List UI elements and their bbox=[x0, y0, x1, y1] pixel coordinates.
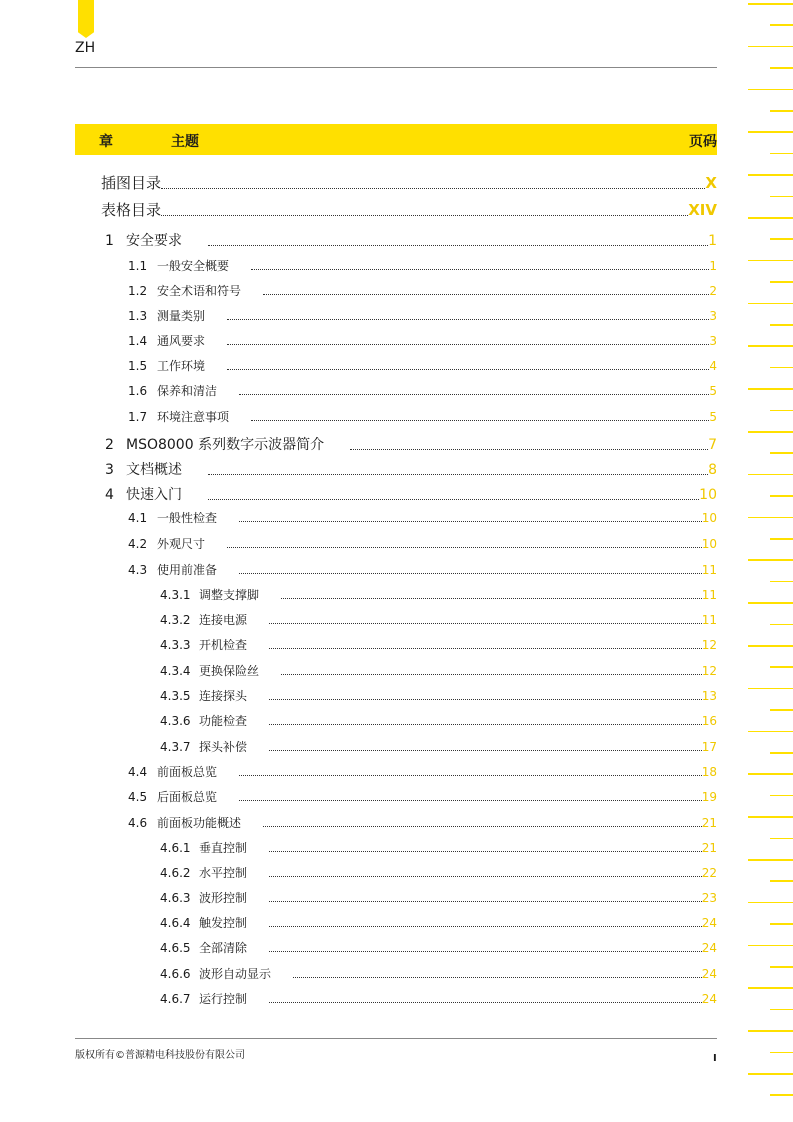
toc-dot-leader bbox=[239, 573, 702, 574]
toc-entry-title: 文档概述 bbox=[126, 462, 182, 478]
toc-entry-number: 4.2 bbox=[128, 537, 148, 551]
toc-dot-leader bbox=[239, 394, 709, 395]
toc-entry-page: 23 bbox=[701, 891, 717, 905]
toc-entry-title: 一般性检查 bbox=[157, 511, 218, 525]
toc-entry-title: 表格目录 bbox=[101, 201, 162, 219]
toc-entry-page: 12 bbox=[701, 638, 717, 652]
toc-entry-page: 12 bbox=[701, 664, 717, 678]
page-number: I bbox=[713, 1053, 717, 1064]
toc-dot-leader bbox=[208, 245, 708, 246]
toc-entry-page: 24 bbox=[701, 992, 717, 1006]
toc-dot-leader bbox=[239, 800, 702, 801]
toc-entry-page: 18 bbox=[701, 765, 717, 779]
stripe-line bbox=[770, 1009, 793, 1011]
toc-entry-page: 10 bbox=[701, 511, 717, 525]
toc-entry[interactable] bbox=[160, 611, 717, 628]
toc-entry[interactable] bbox=[160, 864, 717, 881]
stripe-line bbox=[748, 260, 793, 262]
toc-dot-leader bbox=[227, 369, 709, 370]
toc-dot-leader bbox=[161, 188, 705, 189]
stripe-line bbox=[748, 174, 793, 176]
toc-entry-title: 调整支撑脚 bbox=[199, 588, 260, 602]
stripe-line bbox=[770, 795, 793, 797]
toc-dot-leader bbox=[281, 674, 702, 675]
toc-entry-title: 测量类别 bbox=[157, 309, 206, 323]
toc-entry[interactable] bbox=[128, 788, 717, 805]
toc-entry-page: 5 bbox=[709, 410, 717, 424]
toc-entry[interactable] bbox=[128, 332, 717, 349]
stripe-line bbox=[770, 1094, 793, 1096]
toc-entry-page: X bbox=[705, 174, 717, 192]
toc-entry-page: 10 bbox=[699, 487, 717, 503]
toc-entry-page: XIV bbox=[688, 201, 717, 219]
stripe-line bbox=[770, 24, 793, 26]
toc-entry-title: 垂直控制 bbox=[199, 841, 248, 855]
toc-dot-leader bbox=[269, 623, 702, 624]
toc-entry-page: 22 bbox=[701, 866, 717, 880]
toc-entry-title: 前面板总览 bbox=[157, 765, 218, 779]
toc-entry-page: 21 bbox=[701, 816, 717, 830]
toc-entry-title: 保养和清洁 bbox=[157, 384, 218, 398]
stripe-line bbox=[770, 238, 793, 240]
toc-entry[interactable] bbox=[105, 459, 717, 479]
stripe-line bbox=[770, 880, 793, 882]
toc-entry-number: 4.3 bbox=[128, 563, 148, 577]
toc-entry-title: 外观尺寸 bbox=[157, 537, 206, 551]
column-chapter: 章 bbox=[99, 134, 113, 150]
toc-dot-leader bbox=[269, 724, 702, 725]
toc-dot-leader bbox=[281, 598, 702, 599]
toc-entry-title: 安全术语和符号 bbox=[157, 284, 242, 298]
toc-entry[interactable] bbox=[160, 914, 717, 931]
side-stripes-decoration bbox=[748, 0, 793, 1122]
toc-dot-leader bbox=[350, 449, 708, 450]
toc-entry-page: 24 bbox=[701, 916, 717, 930]
toc-entry-title: 环境注意事项 bbox=[157, 410, 230, 424]
toc-entry-number: 4.6 bbox=[128, 816, 148, 830]
toc-entry-page: 2 bbox=[709, 284, 717, 298]
toc-dot-leader bbox=[227, 319, 709, 320]
toc-dot-leader bbox=[269, 648, 702, 649]
toc-entry-title: 运行控制 bbox=[199, 992, 248, 1006]
stripe-line bbox=[770, 196, 793, 198]
toc-entry[interactable] bbox=[160, 738, 717, 755]
toc-entry-page: 3 bbox=[709, 309, 717, 323]
toc-entry-title: 使用前准备 bbox=[157, 563, 218, 577]
stripe-line bbox=[770, 452, 793, 454]
stripe-line bbox=[770, 624, 793, 626]
toc-entry[interactable] bbox=[160, 889, 717, 906]
toc-entry-title: 功能检查 bbox=[199, 714, 248, 728]
toc-entry[interactable] bbox=[160, 939, 717, 956]
toc-entry-number: 1 bbox=[105, 233, 114, 249]
toc-dot-leader bbox=[263, 826, 702, 827]
toc-entry-title: 后面板总览 bbox=[157, 790, 218, 804]
toc-dot-leader bbox=[293, 977, 702, 978]
toc-entry[interactable] bbox=[128, 408, 717, 425]
stripe-line bbox=[770, 966, 793, 968]
toc-entry-number: 4.6.4 bbox=[160, 916, 191, 930]
toc-dot-leader bbox=[208, 499, 699, 500]
toc-entry-number: 1.6 bbox=[128, 384, 148, 398]
toc-entry-number: 4.4 bbox=[128, 765, 148, 779]
stripe-line bbox=[748, 89, 793, 91]
toc-entry-page: 11 bbox=[701, 563, 717, 577]
toc-entry[interactable] bbox=[160, 662, 717, 679]
toc-entry-number: 2 bbox=[105, 437, 114, 453]
stripe-line bbox=[748, 517, 793, 519]
toc-entry-page: 16 bbox=[701, 714, 717, 728]
toc-entry-number: 1.5 bbox=[128, 359, 148, 373]
stripe-line bbox=[748, 731, 793, 733]
toc-dot-leader bbox=[208, 474, 708, 475]
stripe-line bbox=[748, 3, 793, 5]
header-divider bbox=[75, 67, 717, 68]
toc-entry-number: 4.3.3 bbox=[160, 638, 191, 652]
stripe-line bbox=[748, 474, 793, 476]
toc-entry[interactable] bbox=[128, 307, 717, 324]
toc-entry[interactable] bbox=[160, 839, 717, 856]
toc-entry-page: 17 bbox=[701, 740, 717, 754]
toc-entry[interactable] bbox=[160, 636, 717, 653]
toc-dot-leader bbox=[227, 547, 702, 548]
toc-entry-title: 安全要求 bbox=[126, 233, 182, 249]
toc-entry-page: 13 bbox=[701, 689, 717, 703]
stripe-line bbox=[748, 945, 793, 947]
toc-entry-title: 波形控制 bbox=[199, 891, 248, 905]
toc-entry-title: 连接探头 bbox=[199, 689, 248, 703]
toc-entry-title: 波形自动显示 bbox=[199, 967, 272, 981]
toc-entry[interactable] bbox=[128, 382, 717, 399]
toc-entry[interactable] bbox=[128, 561, 717, 578]
toc-entry[interactable] bbox=[128, 763, 717, 780]
toc-dot-leader bbox=[269, 951, 702, 952]
toc-entry-page: 11 bbox=[701, 613, 717, 627]
toc-entry-number: 4.3.1 bbox=[160, 588, 191, 602]
toc-entry-title: 通风要求 bbox=[157, 334, 206, 348]
toc-entry-page: 8 bbox=[708, 462, 717, 478]
toc-entry-page: 10 bbox=[701, 537, 717, 551]
toc-entry-page: 19 bbox=[701, 790, 717, 804]
stripe-line bbox=[748, 303, 793, 305]
toc-entry-number: 4.3.6 bbox=[160, 714, 191, 728]
toc-dot-leader bbox=[269, 901, 702, 902]
stripe-line bbox=[748, 345, 793, 347]
toc-dot-leader bbox=[161, 215, 688, 216]
stripe-line bbox=[748, 987, 793, 989]
toc-entry[interactable] bbox=[160, 687, 717, 704]
stripe-line bbox=[770, 153, 793, 155]
stripe-line bbox=[770, 495, 793, 497]
toc-entry[interactable] bbox=[105, 484, 717, 504]
toc-entry-number: 4.3.7 bbox=[160, 740, 191, 754]
stripe-line bbox=[770, 110, 793, 112]
stripe-line bbox=[748, 217, 793, 219]
stripe-line bbox=[770, 1052, 793, 1054]
stripe-line bbox=[748, 816, 793, 818]
toc-entry-page: 1 bbox=[708, 233, 717, 249]
toc-entry-title: 插图目录 bbox=[101, 174, 162, 192]
toc-entry-number: 4.5 bbox=[128, 790, 148, 804]
toc-entry-number: 3 bbox=[105, 462, 114, 478]
toc-entry-title: MSO8000 系列数字示波器简介 bbox=[126, 437, 325, 453]
toc-dot-leader bbox=[263, 294, 709, 295]
stripe-line bbox=[748, 46, 793, 48]
toc-dot-leader bbox=[239, 521, 702, 522]
stripe-line bbox=[770, 67, 793, 69]
toc-entry-number: 4.6.5 bbox=[160, 941, 191, 955]
toc-entry-number: 4.3.5 bbox=[160, 689, 191, 703]
stripe-line bbox=[770, 410, 793, 412]
toc-entry-title: 一般安全概要 bbox=[157, 259, 230, 273]
toc-entry-page: 24 bbox=[701, 967, 717, 981]
toc-entry-number: 4 bbox=[105, 487, 114, 503]
toc-dot-leader bbox=[269, 699, 702, 700]
toc-entry-number: 4.6.2 bbox=[160, 866, 191, 880]
toc-dot-leader bbox=[269, 926, 702, 927]
stripe-line bbox=[770, 838, 793, 840]
stripe-line bbox=[748, 1030, 793, 1032]
copyright-text: 版权所有©普源精电科技股份有限公司 bbox=[75, 1050, 245, 1061]
toc-entry-page: 5 bbox=[709, 384, 717, 398]
stripe-line bbox=[770, 709, 793, 711]
stripe-line bbox=[770, 538, 793, 540]
toc-dot-leader bbox=[269, 876, 702, 877]
toc-entry[interactable] bbox=[160, 712, 717, 729]
toc-entry[interactable] bbox=[128, 282, 717, 299]
toc-entry-title: 更换保险丝 bbox=[199, 664, 260, 678]
header-tab-marker bbox=[78, 0, 94, 38]
toc-entry-number: 4.6.3 bbox=[160, 891, 191, 905]
toc-entry-page: 3 bbox=[709, 334, 717, 348]
toc-dot-leader bbox=[269, 750, 702, 751]
toc-entry[interactable] bbox=[101, 172, 717, 193]
toc-entry[interactable] bbox=[105, 230, 717, 250]
stripe-line bbox=[748, 1073, 793, 1075]
column-page: 页码 bbox=[689, 134, 717, 150]
toc-entry[interactable] bbox=[128, 257, 717, 274]
stripe-line bbox=[748, 131, 793, 133]
stripe-line bbox=[748, 559, 793, 561]
toc-entry[interactable] bbox=[128, 814, 717, 831]
toc-entry-page: 11 bbox=[701, 588, 717, 602]
stripe-line bbox=[748, 859, 793, 861]
toc-entry[interactable] bbox=[160, 990, 717, 1007]
stripe-line bbox=[748, 602, 793, 604]
toc-entry[interactable] bbox=[105, 434, 717, 454]
toc-entry-title: 前面板功能概述 bbox=[157, 816, 242, 830]
toc-entry-title: 水平控制 bbox=[199, 866, 248, 880]
toc-entry-page: 4 bbox=[709, 359, 717, 373]
stripe-line bbox=[748, 902, 793, 904]
stripe-line bbox=[748, 773, 793, 775]
stripe-line bbox=[748, 431, 793, 433]
toc-entry-title: 触发控制 bbox=[199, 916, 248, 930]
stripe-line bbox=[748, 388, 793, 390]
toc-dot-leader bbox=[239, 775, 702, 776]
toc-entry-number: 1.3 bbox=[128, 309, 148, 323]
toc-entry-number: 1.7 bbox=[128, 410, 148, 424]
toc-entry[interactable] bbox=[128, 535, 717, 552]
toc-entry-number: 4.1 bbox=[128, 511, 148, 525]
toc-entry[interactable] bbox=[128, 509, 717, 526]
toc-entry-number: 1.1 bbox=[128, 259, 148, 273]
toc-entry-number: 4.6.6 bbox=[160, 967, 191, 981]
toc-entry-title: 全部清除 bbox=[199, 941, 248, 955]
toc-dot-leader bbox=[227, 344, 709, 345]
toc-entry-title: 工作环境 bbox=[157, 359, 206, 373]
toc-entry[interactable] bbox=[128, 357, 717, 374]
toc-entry-title: 开机检查 bbox=[199, 638, 248, 652]
toc-entry-page: 24 bbox=[701, 941, 717, 955]
toc-entry[interactable] bbox=[160, 965, 717, 982]
toc-entry-number: 4.6.1 bbox=[160, 841, 191, 855]
toc-entry-title: 连接电源 bbox=[199, 613, 248, 627]
toc-entry-page: 7 bbox=[708, 437, 717, 453]
toc-entry-number: 4.3.2 bbox=[160, 613, 191, 627]
footer-divider bbox=[75, 1038, 717, 1039]
toc-entry-page: 21 bbox=[701, 841, 717, 855]
toc-entry-number: 4.3.4 bbox=[160, 664, 191, 678]
stripe-line bbox=[748, 645, 793, 647]
toc-entry[interactable] bbox=[160, 586, 717, 603]
language-label: ZH bbox=[75, 40, 96, 56]
stripe-line bbox=[770, 281, 793, 283]
toc-column-header bbox=[75, 124, 717, 155]
stripe-line bbox=[770, 752, 793, 754]
toc-entry-title: 快速入门 bbox=[126, 487, 182, 503]
toc-entry-number: 1.2 bbox=[128, 284, 148, 298]
stripe-line bbox=[748, 688, 793, 690]
toc-dot-leader bbox=[251, 420, 709, 421]
toc-entry-page: 1 bbox=[709, 259, 717, 273]
toc-dot-leader bbox=[269, 851, 702, 852]
toc-dot-leader bbox=[251, 269, 709, 270]
stripe-line bbox=[770, 367, 793, 369]
stripe-line bbox=[770, 324, 793, 326]
toc-entry-number: 1.4 bbox=[128, 334, 148, 348]
toc-dot-leader bbox=[269, 1002, 702, 1003]
stripe-line bbox=[770, 581, 793, 583]
toc-entry-title: 探头补偿 bbox=[199, 740, 248, 754]
stripe-line bbox=[770, 666, 793, 668]
column-topic: 主题 bbox=[171, 134, 199, 150]
toc-entry[interactable] bbox=[101, 199, 717, 220]
stripe-line bbox=[770, 923, 793, 925]
toc-entry-number: 4.6.7 bbox=[160, 992, 191, 1006]
